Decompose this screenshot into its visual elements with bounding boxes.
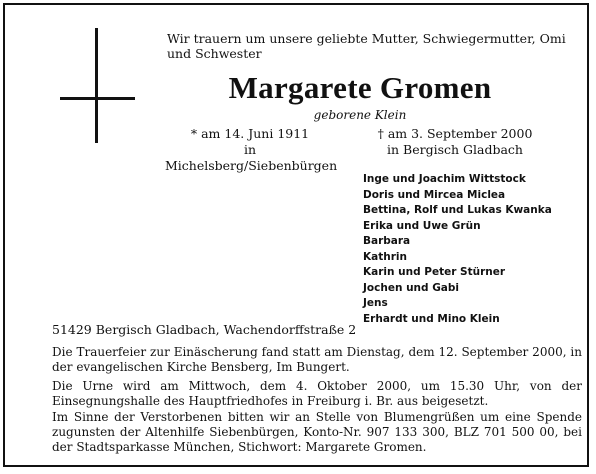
death-date: † am 3. September 2000 [377, 126, 533, 141]
mourner-item: Inge und Joachim Wittstock [363, 173, 526, 185]
cross-horizontal-bar [60, 97, 135, 100]
mourner-item: Doris und Mircea Miclea [363, 188, 506, 201]
mourner-item: Erika und Uwe Grün [363, 219, 481, 232]
mourners-list [363, 172, 583, 327]
birth-date: * am 14. Juni 1911 [190, 126, 310, 141]
mourner-item: Jochen und Gabi [363, 281, 460, 294]
mourner-item: Barbara [363, 235, 411, 247]
mourner-item: Bettina, Rolf und Lukas Kwanka [363, 204, 552, 216]
mourner-item: Erhardt und Mino Klein [363, 312, 500, 325]
funeral-service-paragraph: Die Trauerfeier zur Einäscherung fand statt am Dienstag, dem 12. September 2000, in der evangelischen Kirche Bensberg, Im Bungert. [52, 345, 582, 374]
intro-text: Wir trauern um unsere geliebte Mutter, Schwiegermutter, Omi und Schwester [167, 31, 566, 61]
maiden-name: geborene Klein [313, 108, 407, 122]
birth-info [165, 126, 338, 174]
mourner-item: Kathrin [363, 250, 407, 263]
family-address: 51429 Bergisch Gladbach, Wachendorffstraße 2 [52, 322, 357, 337]
urn-burial-paragraph: Die Urne wird am Mittwoch, dem 4. Oktober 2000, um 15.30 Uhr, von der Einsegnungshalle des Hauptfriedhofes in Freiburg i. Br. aus beigesetzt. [52, 379, 582, 408]
mourner-item: Karin und Peter Stürner [363, 266, 506, 278]
death-info [370, 126, 540, 158]
cross-vertical-bar [95, 28, 98, 143]
deceased-name: Margarete Gromen [228, 70, 492, 105]
donation-request-paragraph: Im Sinne der Verstorbenen bitten wir an Stelle von Blumengrüßen um eine Spende zugunsten der Altenhilfe Siebenbürgen, Konto-Nr. 907 133 300, BLZ 701 500 00, bei der Stadtsparkasse München, Stichwort: Margarete Gromen. [52, 410, 582, 454]
birth-place: in Michelsberg/Siebenbürgen [165, 142, 338, 173]
mourner-item: Jens [363, 297, 388, 309]
death-place: in Bergisch Gladbach [387, 142, 523, 157]
